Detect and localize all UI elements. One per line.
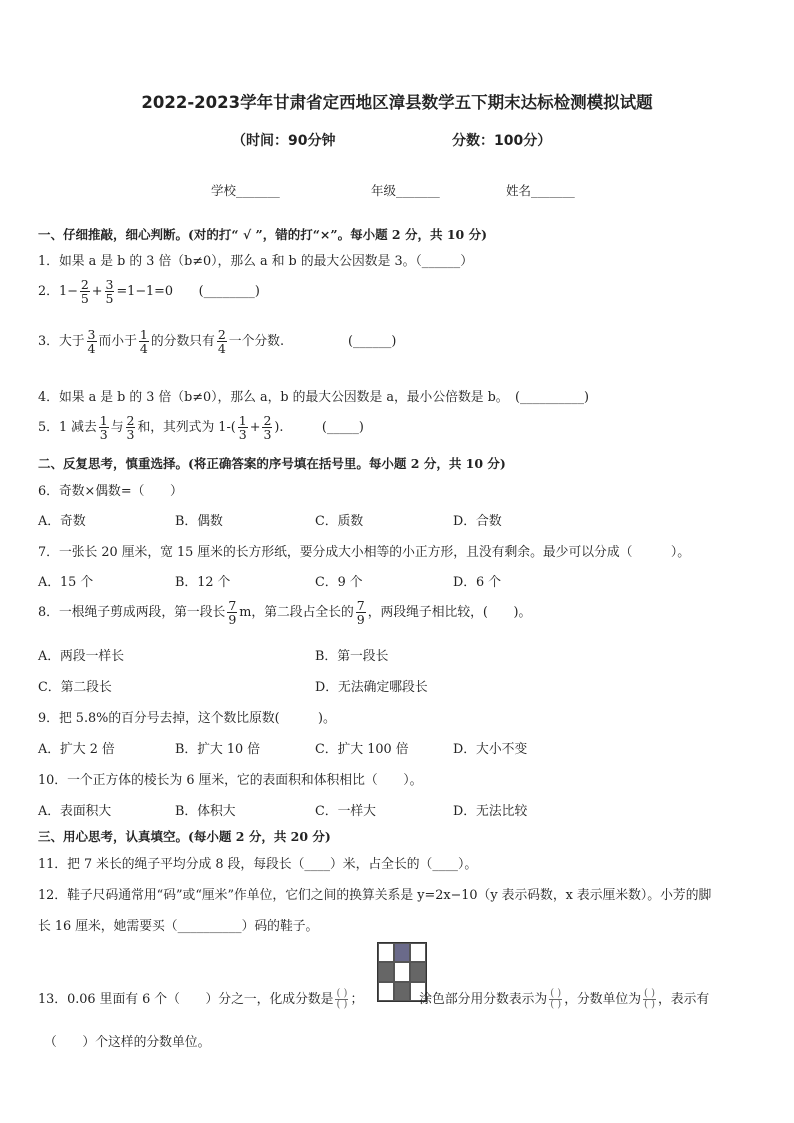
q10-option-b: B．体积大 (175, 804, 236, 819)
q10-option-c: C．一样大 (315, 804, 376, 819)
q6-option-d: D．合数 (453, 514, 502, 529)
grid-cell (410, 943, 426, 962)
name-field: 姓名_______ (506, 183, 575, 198)
page-title: 2022-2023学年甘肃省定西地区漳县数学五下期末达标检测模拟试题 (141, 93, 653, 112)
q8-option-a: A．两段一样长 (38, 649, 125, 664)
q6-option-c: C．质数 (315, 514, 364, 529)
question-3: 3．大于 $\frac{3}{4}$ 而小于 $\frac{1}{4}$ 的分数只有 $\frac{2}{4}$ 一个分数. (______) (38, 327, 397, 357)
q7-option-c: C．9 个 (315, 575, 363, 590)
q10-option-a: A．表面积大 (38, 804, 112, 819)
question-12: 12．鞋子尺码通常用“码”或“厘米”作单位，它们之间的换算关系是 y=2x−10（y 表示码数，x 表示厘米数）。小芳的脚 (38, 888, 712, 903)
grid-cell (410, 962, 426, 981)
q8-option-b: B．第一段长 (315, 649, 389, 664)
question-13: 13．0.06 里面有 6 个（ ）分之一，化成分数是 $\frac{( )}{( )}$ ； 涂色部分用分数表示为 $\frac{( )}{( )}$ ，分数单位为 $\frac{( )}{( )}$ ，表示有 (38, 987, 710, 1010)
question-13-continued: （ ）个这样的分数单位。 (44, 1035, 211, 1050)
grade-field: 年级_______ (371, 183, 440, 198)
q10-option-d: D．无法比较 (453, 804, 528, 819)
question-9: 9．把 5.8%的百分号去掉，这个数比原数( )。 (38, 711, 336, 726)
school-field: 学校_______ (211, 183, 280, 198)
q9-option-c: C．扩大 100 倍 (315, 742, 409, 757)
question-1: 1．如果 a 是 b 的 3 倍（b≠0），那么 a 和 b 的最大公因数是 3。（______） (38, 254, 473, 269)
q7-option-d: D．6 个 (453, 575, 502, 590)
q6-option-b: B．偶数 (175, 514, 223, 529)
section2-title: 二、反复思考，慎重选择。(将正确答案的序号填在括号里。每小题 2 分，共 10 分) (38, 456, 506, 471)
question-11: 11．把 7 米长的绳子平均分成 8 段，每段长（____）米，占全长的（____）。 (38, 857, 478, 872)
exam-score: 分数：100分） (452, 133, 552, 149)
q6-option-a: A．奇数 (38, 514, 86, 529)
q9-option-b: B．扩大 10 倍 (175, 742, 261, 757)
q8-option-d: D．无法确定哪段长 (315, 680, 428, 695)
question-12-continued: 长 16 厘米，她需要买（__________）码的鞋子。 (38, 919, 319, 934)
question-2: 2．1− $\frac{2}{5}$ + $\frac{3}{5}$ =1−1=0 (________) (38, 277, 260, 307)
q8-option-c: C．第二段长 (38, 680, 112, 695)
question-4: 4．如果 a 是 b 的 3 倍（b≠0），那么 a，b 的最大公因数是 a，最小公倍数是 b。 (__________) (38, 390, 589, 405)
question-6: 6．奇数×偶数=（ ） (38, 484, 183, 499)
q9-option-a: A．扩大 2 倍 (38, 742, 115, 757)
q9-option-d: D．大小不变 (453, 742, 528, 757)
grid-cell (394, 943, 410, 962)
question-7: 7．一张长 20 厘米，宽 15 厘米的长方形纸，要分成大小相等的小正方形，且没有剩余。最少可以分成（ ）。 (38, 545, 691, 560)
grid-cell (378, 943, 394, 962)
question-10: 10．一个正方体的棱长为 6 厘米，它的表面积和体积相比（ ）。 (38, 773, 423, 788)
exam-time: （时间：90分钟 (232, 133, 336, 149)
q7-option-b: B．12 个 (175, 575, 231, 590)
section3-title: 三、用心思考，认真填空。(每小题 2 分，共 20 分) (38, 829, 331, 844)
section1-title: 一、仔细推敲，细心判断。(对的打“ √ ”，错的打“×”。每小题 2 分，共 10 分) (38, 227, 487, 242)
q7-option-a: A．15 个 (38, 575, 94, 590)
question-8: 8．一根绳子剪成两段，第一段长 $\frac{7}{9}$ m，第二段占全长的 $\frac{7}{9}$ ，两段绳子相比较，( )。 (38, 598, 532, 628)
question-5: 5．1 减去 $\frac{1}{3}$ 与 $\frac{2}{3}$ 和，其列式为 1-( $\frac{1}{3}$ + $\frac{2}{3}$ ). (_____) (38, 413, 364, 443)
grid-cell (378, 962, 394, 981)
grid-cell (394, 962, 410, 981)
